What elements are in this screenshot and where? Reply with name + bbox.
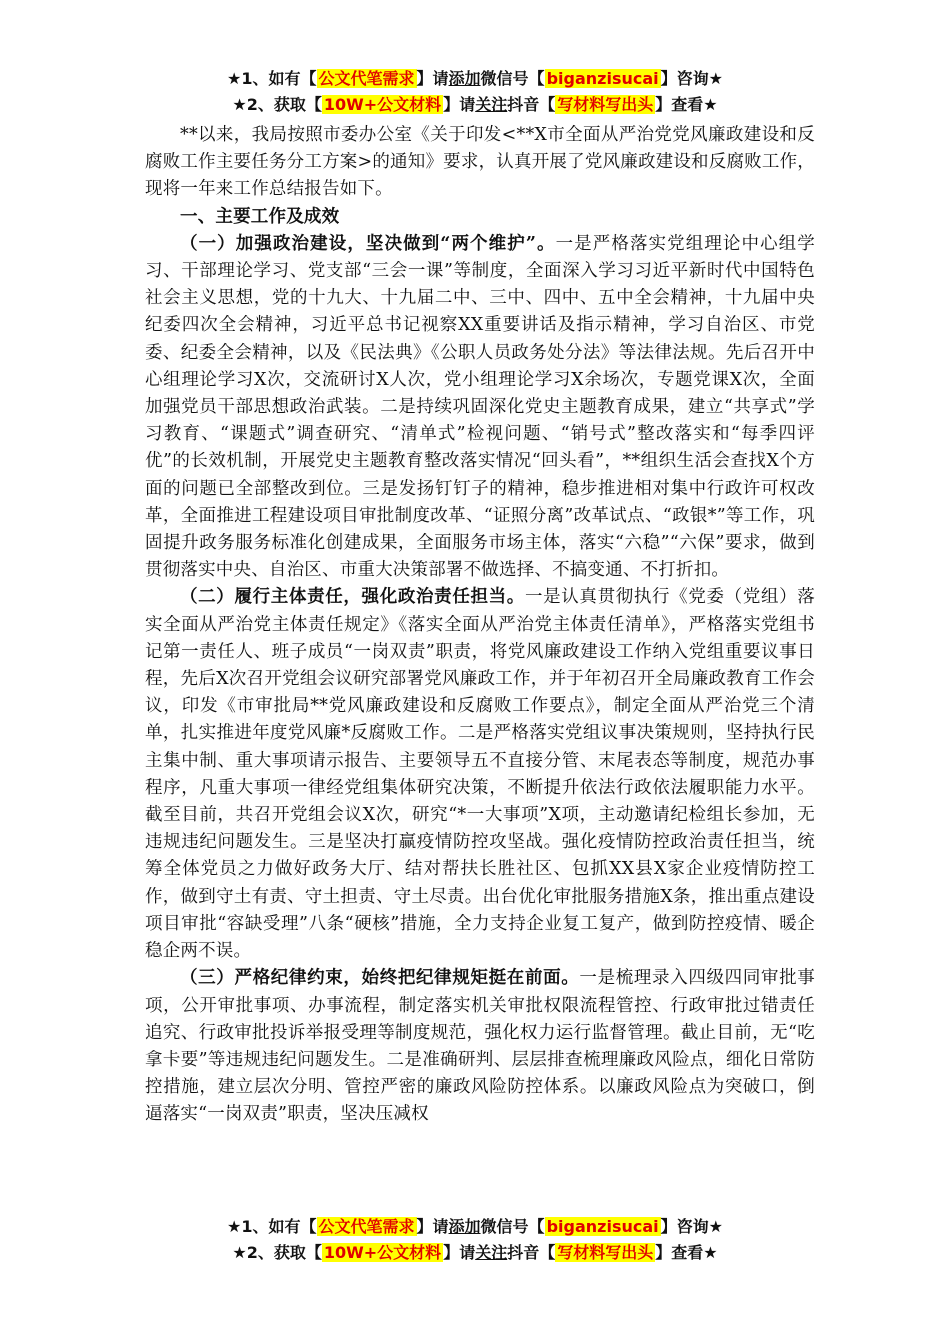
paragraph-2-heading: （二）履行主体责任，强化政治责任担当。 [180,587,525,608]
paragraph-3-heading: （三）严格纪律约束，始终把纪律规矩挺在前面。 [180,968,580,989]
paragraph-1 [145,231,815,585]
highlight-douyin: 写材料写出头 [557,95,654,114]
paragraph-2 [145,584,815,965]
promo-line-2: ★2、获取【 10W+公文材料 】请关注抖音【 写材料写出头 】查看★ [232,95,718,114]
highlight-materials-bottom: 10W+公文材料 [323,1243,442,1262]
highlight-ghostwriting: 公文代笔需求 [318,69,415,88]
highlight-materials: 10W+公文材料 [323,95,442,114]
highlight-douyin-bottom: 写材料写出头 [557,1243,654,1262]
promo-line-2-bottom: ★2、获取【 10W+公文材料 】请关注抖音【 写材料写出头 】查看★ [232,1243,718,1262]
promo-line-1-bottom: ★1、如有【 公文代笔需求 】请添加微信号【 biganzisucai 】咨询★ [227,1217,723,1236]
promo-banner-bottom [0,1214,950,1266]
section-heading: 一、主要工作及成效 [180,206,340,227]
paragraph-3-body: 一是梳理录入四级四同审批事项，公开审批事项、办事流程，制定落实机关审批权限流程管控、行政审批过错责任追究、行政审批投诉举报受理等制度规范，强化权力运行监督管理。截止目前，无“吃拿卡要”等违规违纪问题发生。二是准确研判、层层排查梳理廉政风险点，细化日常防控措施，建立层次分明、管控严密的廉政风险防控体系。以廉政风险点为突破口，倒逼落实“一岗双责”职责，坚决压减权 [145,968,815,1125]
promo-banner-top [0,66,950,118]
paragraph-2-body: 一是认真贯彻执行《党委（党组）落实全面从严治党主体责任规定》《落实全面从严治党主体责任清单》，严格落实党组书记第一责任人、班子成员“一岗双责”职责，将党风廉政建设工作纳入党组重要议事日程，先后X次召开党组会议研究部署党风廉政工作，并于年初召开全局廉政教育工作会议，印发《市审批局**党风廉政建设和反腐败工作要点》，制定全面从严治党三个清单，扎实推进年度党风廉*反腐败工作。二是严格落实党组议事决策规则，坚持执行民主集中制、重大事项请示报告、主要领导五不直接分管、末尾表态等制度，规范办事程序，凡重大事项一律经党组集体研究决策，不断提升依法行政依法履职能力水平。截至目前，共召开党组会议X次，研究“*一大事项”X项，主动邀请纪检组长参加，无违规违纪问题发生。三是坚决打赢疫情防控攻坚战。强化疫情防控政治责任担当，统筹全体党员之力做好政务大厅、结对帮扶长胜社区、包抓XX县X家企业疫情防控工作，做到守土有责、守土担责、守土尽责。出台优化审批服务措施X条，推出重点建设项目审批“容缺受理”八条“硬核”措施，全力支持企业复工复产，做到防控疫情、暖企稳企两不误。 [145,587,815,962]
highlight-wechat-id: biganzisucai [546,69,659,88]
document-body [145,122,815,1129]
intro-paragraph: **以来，我局按照市委办公室《关于印发<**X市全面从严治党党风廉政建设和反腐败工作主要任务分工方案>的通知》要求，认真开展了党风廉政建设和反腐败工作，现将一年来工作总结报告如下。 [145,125,815,200]
paragraph-1-heading: （一）加强政治建设，坚决做到“两个维护”。 [180,233,556,254]
highlight-ghostwriting-bottom: 公文代笔需求 [318,1217,415,1236]
paragraph-3 [145,965,815,1128]
promo-line-1: ★1、如有【 公文代笔需求 】请添加微信号【 biganzisucai 】咨询★ [227,69,723,88]
paragraph-1-body: 一是严格落实党组理论中心组学习、干部理论学习、党支部“三会一课”等制度，全面深入学习习近平新时代中国特色社会主义思想，党的十九大、十九届二中、三中、四中、五中全会精神，十九届中央纪委四次全会精神，习近平总书记视察XX重要讲话及指示精神，学习自治区、市党委、纪委全会精神，以及《民法典》《公职人员政务处分法》等法律法规。先后召开中心组理论学习X次，交流研讨X人次，党小组理论学习X余场次，专题党课X次，全面加强党员干部思想政治武装。二是持续巩固深化党史主题教育成果，建立“共享式”学习教育、“课题式”调查研究、“清单式”检视问题、“销号式”整改落实和“每季四评优”的长效机制，开展党史主题教育整改落实情况“回头看”，**组织生活会查找X个方面的问题已全部整改到位。三是发扬钉钉子的精神，稳步推进相对集中行政许可权改革，全面推进工程建设项目审批制度改革、“证照分离”改革试点、“政银*”等工作，巩固提升政务服务标准化创建成果，全面服务市场主体，落实“六稳”“六保”要求，做到贯彻落实中央、自治区、市重大决策部署不做选择、不搞变通、不打折扣。 [145,233,815,581]
highlight-wechat-id-bottom: biganzisucai [546,1217,659,1236]
